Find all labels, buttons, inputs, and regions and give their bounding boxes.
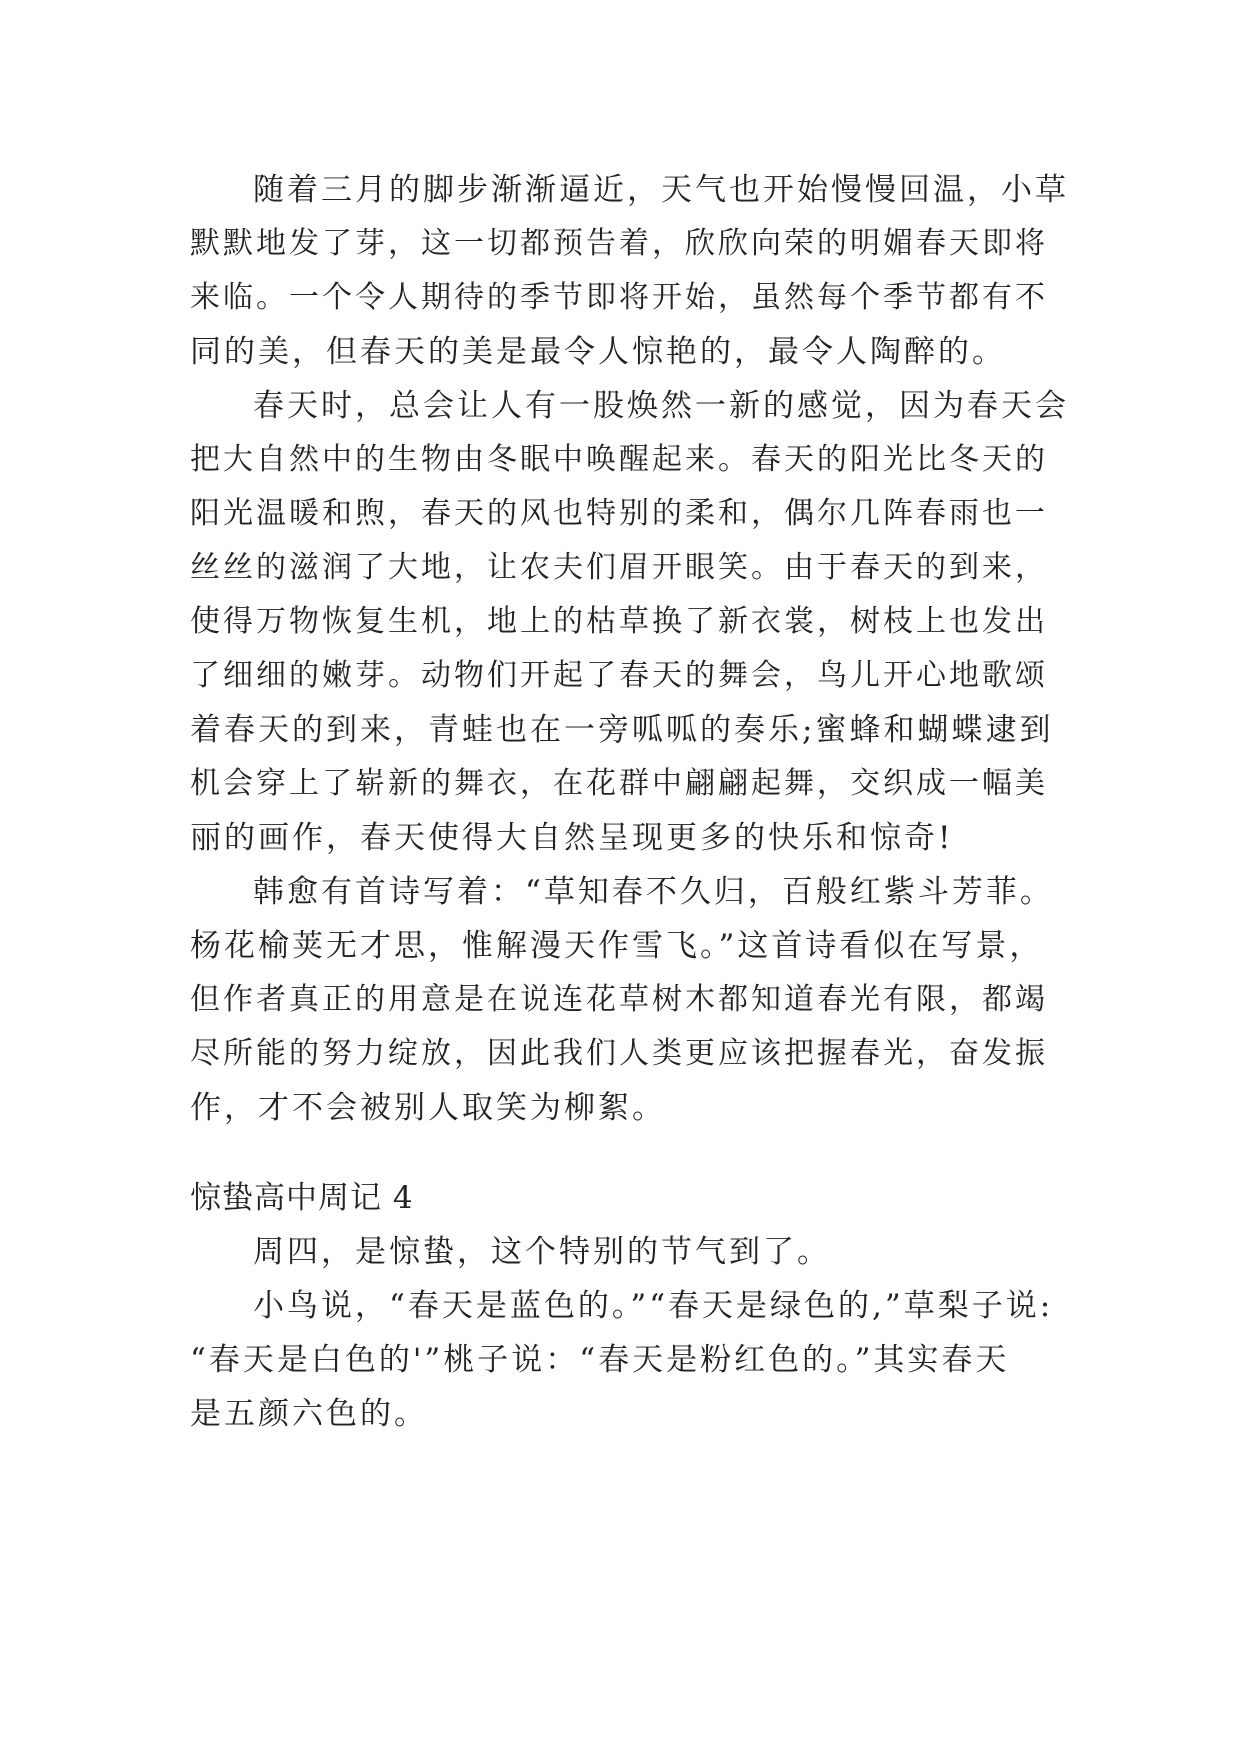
paragraph-2-line-9: 丽的画作，春天使得大自然呈现更多的快乐和惊奇!	[190, 820, 954, 856]
paragraph-2-line-1: 春天时，总会让人有一股焕然一新的感觉，因为春天会	[253, 388, 1069, 424]
paragraph-2-line-6: 了细细的嫩芽。动物们开起了春天的舞会，鸟儿开心地歌颂	[190, 658, 1048, 693]
paragraph-1-line-4: 同的美，但春天的美是最令人惊艳的，最令人陶醉的。	[190, 334, 1006, 370]
paragraph-1-line-3: 来临。一个令人期待的季节即将开始，虽然每个季节都有不	[190, 280, 1048, 315]
paragraph-2-line-8: 机会穿上了崭新的舞衣，在花群中翩翩起舞，交织成一幅美	[190, 766, 1048, 801]
paragraph-2-line-5: 使得万物恢复生机，地上的枯草换了新衣裳，树枝上也发出	[190, 604, 1048, 639]
paragraph-3-line-2: 杨花榆荚无才思，惟解漫天作雪飞。”这首诗看似在写景，	[190, 928, 1044, 964]
paragraph-3-line-4: 尽所能的努力绽放，因此我们人类更应该把握春光，奋发振	[190, 1036, 1048, 1071]
paragraph-2-line-7: 着春天的到来，青蛙也在一旁呱呱的奏乐;蜜蜂和蝴蝶逮到	[190, 712, 1054, 748]
paragraph-3-line-5: 作，才不会被别人取笑为柳絮。	[190, 1090, 666, 1126]
paragraph-4-line-1: 周四，是惊蛰，这个特别的节气到了。	[253, 1234, 831, 1270]
paragraph-2-line-2: 把大自然中的生物由冬眠中唤醒起来。春天的阳光比冬天的	[190, 442, 1048, 477]
paragraph-5-line-3: 是五颜六色的。	[190, 1396, 428, 1432]
paragraph-2-line-3: 阳光温暖和煦，春天的风也特别的柔和，偶尔几阵春雨也一	[190, 496, 1048, 531]
paragraph-1-line-1: 随着三月的脚步渐渐逼近，天气也开始慢慢回温，小草	[253, 172, 1069, 208]
paragraph-5-line-1: 小鸟说，“春天是蓝色的。”“春天是绿色的,”草梨子说:	[253, 1288, 1054, 1324]
paragraph-5-line-2: “春天是白色的'”桃子说：“春天是粉红色的。”其实春天	[190, 1342, 1010, 1378]
paragraph-3-line-3: 但作者真正的用意是在说连花草树木都知道春光有限，都竭	[190, 982, 1048, 1017]
section-heading: 惊蛰高中周记 4	[190, 1180, 414, 1216]
paragraph-2-line-4: 丝丝的滋润了大地，让农夫们眉开眼笑。由于春天的到来，	[190, 550, 1048, 585]
paragraph-3-line-1: 韩愈有首诗写着：“草知春不久归，百般红紫斗芳菲。	[253, 874, 1054, 910]
paragraph-1-line-2: 默默地发了芽，这一切都预告着，欣欣向荣的明媚春天即将	[190, 226, 1048, 261]
